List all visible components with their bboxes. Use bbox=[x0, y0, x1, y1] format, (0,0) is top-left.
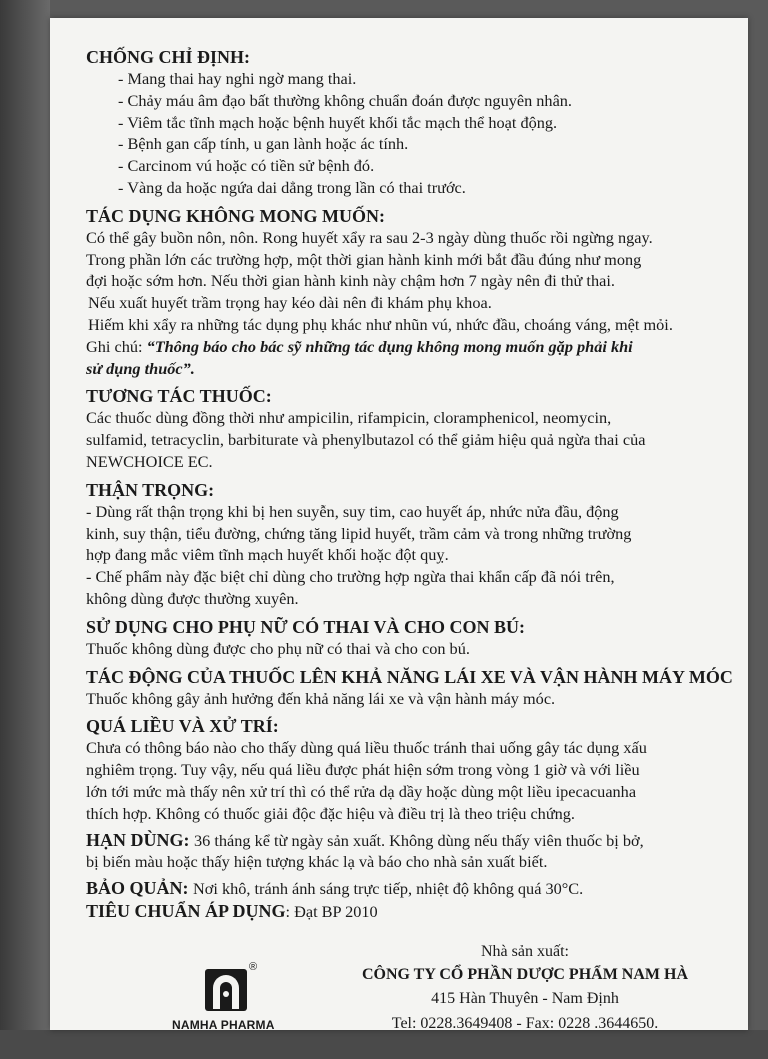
side-effects-line: Hiếm khi xẩy ra những tác dụng phụ khác như nhũn vú, nhức đầu, choáng váng, mệt mỏi. bbox=[88, 314, 673, 334]
leaflet-content bbox=[86, 46, 736, 923]
overdose-line: thích hợp. Không có thuốc giải độc đặc hiệu và điều trị là theo triệu chứng. bbox=[86, 803, 576, 823]
storage-line bbox=[86, 877, 736, 900]
interactions-line: NEWCHOICE EC. bbox=[86, 451, 213, 471]
driving-heading: TÁC ĐỘNG CỦA THUỐC LÊN KHẢ NĂNG LÁI XE VÀ VẬN HÀNH MÁY MÓC bbox=[86, 666, 733, 687]
storage-text: Nơi khô, tránh ánh sáng trực tiếp, nhiệt độ không quá 30°C. bbox=[193, 879, 584, 899]
side-effects-note bbox=[86, 336, 736, 358]
expiry-text: 36 tháng kể từ ngày sản xuất. Không dùng nếu thấy viên thuốc bị bở, bbox=[194, 830, 644, 850]
scan-left-border bbox=[0, 0, 50, 1059]
manufacturer-label: Nhà sản xuất: bbox=[481, 943, 569, 960]
contraindication-item: - Viêm tắc tĩnh mạch hoặc bệnh huyết khối tắc mạch thể hoạt động. bbox=[118, 112, 558, 132]
manufacturer-name: CÔNG TY CỔ PHẦN DƯỢC PHẨM NAM HÀ bbox=[361, 966, 689, 983]
interactions-heading: TƯƠNG TÁC THUỐC: bbox=[86, 386, 272, 407]
namha-logo-icon bbox=[205, 969, 247, 1011]
note-label: Ghi chú: bbox=[86, 336, 147, 356]
contraindication-item: - Chảy máu âm đạo bất thường không chuẩn đoán được nguyên nhân. bbox=[118, 90, 573, 110]
side-effects-line: đợi hoặc sớm hơn. Nếu thời gian hành kinh này chậm hơn 7 ngày nên đi thử thai. bbox=[86, 271, 615, 291]
expiry-text-cont: bị biến màu hoặc thấy hiện tượng khác lạ và báo cho nhà sản xuất biết. bbox=[86, 852, 548, 872]
manufacturer-contact: Tel: 0228.3649408 - Fax: 0228 .3644650. bbox=[391, 1015, 659, 1032]
contraindication-item: - Bệnh gan cấp tính, u gan lành hoặc ác tính. bbox=[118, 134, 409, 154]
logo-text: NAMHA PHARMA bbox=[172, 1018, 275, 1032]
registered-mark: ® bbox=[249, 961, 258, 973]
note-text: “Thông báo cho bác sỹ những tác dụng không mong muốn gặp phải khi bbox=[146, 336, 633, 356]
manufacturer-footer bbox=[50, 921, 748, 1031]
precautions-heading: THẬN TRỌNG: bbox=[86, 479, 215, 500]
manufacturer-address: 415 Hàn Thuyên - Nam Định bbox=[431, 990, 619, 1007]
precautions-line: - Dùng rất thận trọng khi bị hen suyễn, suy tim, cao huyết áp, nhức nửa đầu, động bbox=[86, 501, 619, 521]
standard-label: TIÊU CHUẨN ÁP DỤNG bbox=[86, 900, 286, 921]
expiry-line bbox=[86, 829, 736, 852]
side-effects-line: Trong phần lớn các trường hợp, một thời gian hành kinh mới bắt đầu đúng như mong bbox=[86, 249, 642, 269]
side-effects-heading: TÁC DỤNG KHÔNG MONG MUỐN: bbox=[86, 205, 385, 226]
standard-text: : Đạt BP 2010 bbox=[285, 901, 378, 921]
interactions-line: sulfamid, tetracyclin, barbiturate và phenylbutazol có thể giảm hiệu quả ngừa thai của bbox=[86, 430, 646, 450]
driving-text: Thuốc không gây ảnh hưởng đến khả năng lái xe và vận hành máy móc. bbox=[86, 688, 556, 708]
overdose-line: nghiêm trọng. Tuy vậy, nếu quá liều được phát hiện sớm trong vòng 1 giờ và với liều bbox=[86, 760, 640, 780]
pregnancy-text: Thuốc không dùng được cho phụ nữ có thai và cho con bú. bbox=[86, 638, 470, 658]
storage-label: BẢO QUẢN: bbox=[86, 878, 193, 899]
interactions-line: Các thuốc dùng đồng thời như ampicilin, rifampicin, cloramphenicol, neomycin, bbox=[86, 408, 612, 428]
contraindications-heading: CHỐNG CHỈ ĐỊNH: bbox=[86, 47, 251, 67]
contraindication-item: - Carcinom vú hoặc có tiền sử bệnh đó. bbox=[118, 156, 375, 176]
note-text-cont: sử dụng thuốc”. bbox=[86, 358, 195, 378]
overdose-line: Chưa có thông báo nào cho thấy dùng quá liều thuốc tránh thai uống gây tác dụng xấu bbox=[86, 738, 647, 758]
precautions-line: không dùng được thường xuyên. bbox=[86, 588, 299, 608]
overdose-heading: QUÁ LIỀU VÀ XỬ TRÍ: bbox=[86, 716, 279, 737]
precautions-line: - Chế phẩm này đặc biệt chỉ dùng cho trường hợp ngừa thai khẩn cấp đã nói trên, bbox=[86, 567, 615, 587]
precautions-line: hợp đang mắc viêm tĩnh mạch huyết khối hoặc đột quỵ. bbox=[86, 545, 449, 565]
contraindication-item: - Mang thai hay nghi ngờ mang thai. bbox=[118, 69, 357, 88]
side-effects-line: Có thể gây buồn nôn, nôn. Rong huyết xẩy ra sau 2-3 ngày dùng thuốc rồi ngừng ngay. bbox=[86, 227, 653, 247]
side-effects-line: Nếu xuất huyết trầm trọng hay kéo dài nên đi khám phụ khoa. bbox=[88, 293, 492, 313]
overdose-line: lớn tới mức mà thấy nên xử trí thì có thể rửa dạ dầy hoặc dùng một liều ipecacuanha bbox=[86, 781, 637, 801]
pregnancy-heading: SỬ DỤNG CHO PHỤ NỮ CÓ THAI VÀ CHO CON BÚ: bbox=[86, 616, 526, 637]
contraindication-item: - Vàng da hoặc ngứa dai dẳng trong lần có thai trước. bbox=[118, 177, 466, 197]
precautions-line: kinh, suy thận, tiểu đường, chứng tăng lipid huyết, trầm cảm và trong những trường bbox=[86, 523, 632, 543]
expiry-label: HẠN DÙNG: bbox=[86, 829, 194, 850]
standard-line bbox=[86, 900, 736, 923]
leaflet-page bbox=[50, 18, 748, 1030]
